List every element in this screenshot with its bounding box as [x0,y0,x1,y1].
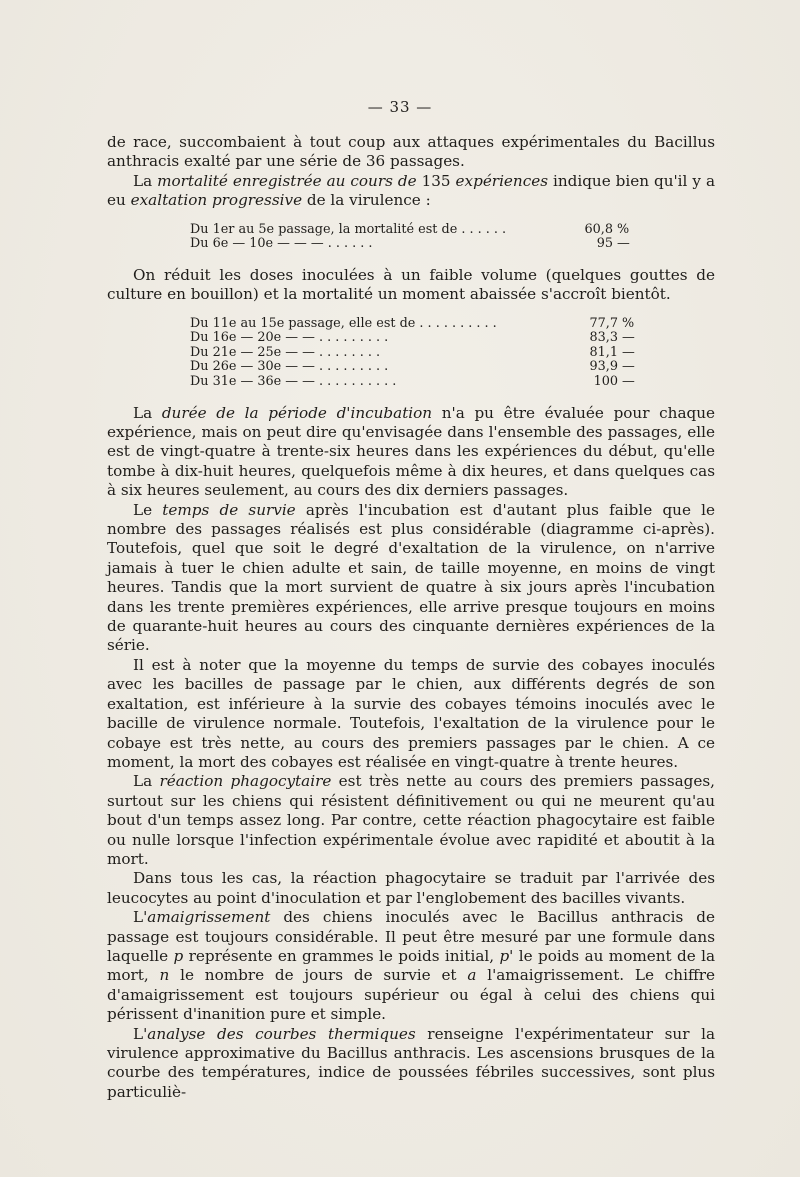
row-value: 95 [596,236,613,252]
paragraph-survival: Le temps de survie après l'incubation est d'autant plus faible que le nombre des passages réalisés est plus considérable (diagramme ci-après). Toutefois, quel que soit le degré d'exaltation de la virulence, on n'arrive jamais à tuer le chien adulte et sain, de taille moyenne, en moins de vingt heures. Tandis que la mort survient de quatre à six jours après l'incubation dans les trente premières expériences, elle arrive presque toujours en moins de quarante-huit heures au cours des cinquante dernières expériences de la série. [107,500,715,655]
row-value: 77,7 [589,315,618,331]
row-unit: — [617,236,630,252]
row-value: 60,8 [584,221,613,237]
table-row [107,223,715,238]
text-block [107,133,715,1102]
paragraph-doses: On réduit les doses inoculées à un faible volume (quelques gouttes de culture en bouillon) et la mortalité un moment abaissée s'accroît bientôt. [107,265,715,304]
paragraph-incubation: La durée de la période d'incubation n'a pu être évaluée pour chaque expérience, mais on peut dire qu'envisagée dans l'ensemble des passages, elle est de vingt-quatre à trente-six heures dans les expériences du début, qu'elle tombe à dix-huit heures, quelquefois même à dix heures, et dans quelques cas à six heures seulement, au cours des dix derniers passages. [107,403,715,500]
row-label: Du 31e — 36e — — . . . . . . . . . . [190,374,397,389]
table-row [107,360,715,375]
row-value: 81,1 [589,344,618,360]
mortality-table-2 [107,317,715,390]
row-label: Du 6e — 10e — — — . . . . . . [190,236,373,252]
row-label: Du 1er au 5e passage, la mortalité est de . . . . . . [190,221,507,237]
table-row [107,317,715,332]
mortality-table-1 [107,223,715,252]
table-row [107,346,715,361]
row-value: 83,3 [589,330,618,346]
table-row [107,331,715,346]
row-unit: % [617,221,630,237]
row-unit: — [622,344,635,360]
table-row [107,237,715,252]
row-label: Du 26e — 30e — — . . . . . . . . . [190,359,389,375]
paragraph-leucocytes: Dans tous les cas, la réaction phagocytaire se traduit par l'arrivée des leucocytes au point d'inoculation et par l'englobement des bacilles vivants. [107,869,715,907]
row-label: Du 21e — 25e — — . . . . . . . . [190,344,381,360]
row-value: 93,9 [589,359,618,375]
table-row [107,375,715,390]
page-number: — 33 — [367,98,433,116]
row-label: Du 16e — 20e — — . . . . . . . . . [190,330,389,346]
row-value: 100 [593,374,618,389]
row-unit: — [622,359,635,375]
row-unit: — [622,374,635,389]
paragraph-mortality: La mortalité enregistrée au cours de 135 expériences indique bien qu'il y a eu exaltation progressive de la virulence : [107,171,715,210]
paragraph-weight-loss: L'amaigrissement des chiens inoculés avec le Bacillus anthracis de passage est toujours considérable. Il peut être mesuré par une formule dans laquelle p représente en grammes le poids initial, p' le poids au moment de la mort, n le nombre de jours de survie et a l'amaigrissement. Le chiffre d'amaigrissement est toujours supérieur ou égal à celui des chiens qui périssent d'inanition pure et simple. [107,908,716,1024]
paragraph-guinea-pigs: Il est à noter que la moyenne du temps de survie des cobayes inoculés avec les bacilles de passage par le chien, aux différents degrés de son exaltation, est inférieure à la survie des cobayes témoins inoculés avec le bacille de virulence normale. Toutefois, l'exaltation de la virulence pour le cobaye est très nette, au cours des premiers passages par le chien. A ce moment, la mort des cobayes est réalisée en vingt-quatre à trente heures. [107,655,715,771]
row-label: Du 11e au 15e passage, elle est de . . . . . . . . . . [190,315,497,331]
row-unit: — [622,330,635,346]
paragraph-thermal-curves: L'analyse des courbes thermiques renseigne l'expérimentateur sur la virulence approximative du Bacillus anthracis. Les ascensions brusques de la courbe des températures, indice de poussées fébriles successives, sont plus particuliè- [107,1024,716,1101]
paragraph-phagocytic-reaction: La réaction phagocytaire est très nette au cours des premiers passages, surtout sur les chiens qui résistent définitivement ou qui ne meurent qu'au bout d'un temps assez long. Par contre, cette réaction phagocytaire est faible ou nulle lorsque l'infection expérimentale évolue avec rapidité et aboutit à la mort. [107,772,716,868]
row-unit: % [622,315,635,331]
paragraph-continuation: de race, succombaient à tout coup aux attaques expérimentales du Bacillus anthracis exalté par une série de 36 passages. [107,133,715,171]
